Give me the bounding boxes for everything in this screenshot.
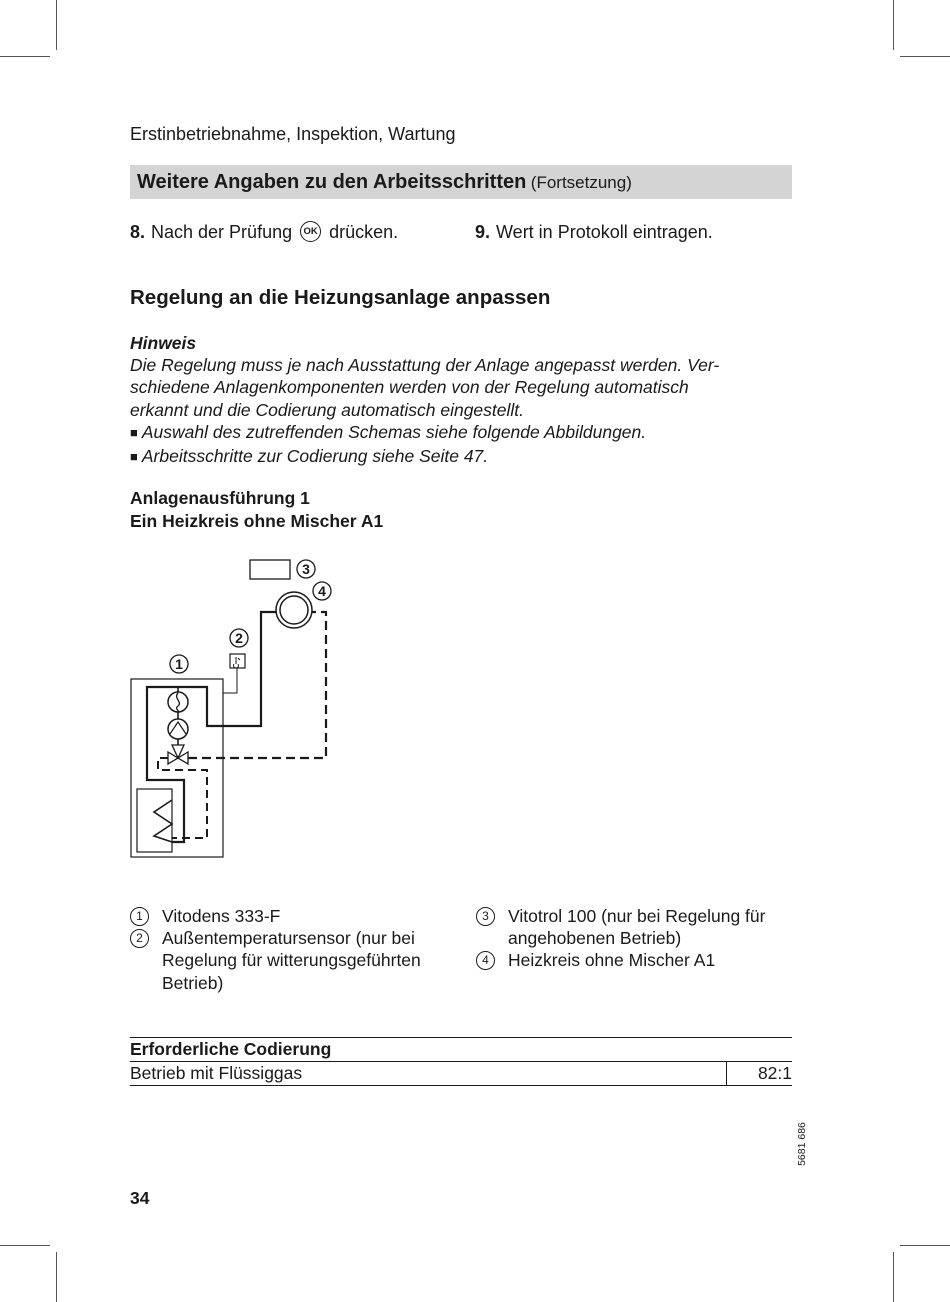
legend-item (130, 927, 460, 994)
return-line (188, 612, 326, 758)
crop-mark (56, 1252, 57, 1302)
crop-mark (56, 0, 57, 50)
section-suffix: (Fortsetzung) (530, 173, 632, 192)
crop-mark (900, 56, 950, 57)
coding-label: Betrieb mit Flüssiggas (130, 1062, 727, 1085)
legend-marker: 1 (130, 907, 149, 926)
flow-line (147, 612, 276, 842)
legend-text: Vitotrol 100 (nur bei Regelung für (508, 906, 766, 926)
step-number: 8. (130, 222, 146, 242)
note-line: Die Regelung muss je nach Ausstattung der Anlage angepasst werden. Ver- (130, 355, 720, 376)
step-9 (475, 222, 713, 243)
legend-right (476, 905, 796, 972)
coding-table-header: Erforderliche Codierung (130, 1037, 792, 1062)
legend-text: Außentemperatursensor (nur bei (162, 928, 415, 949)
callout-3: 3 (302, 561, 310, 577)
step-text: drücken. (329, 222, 399, 242)
table-row (130, 1062, 792, 1086)
crop-mark (0, 56, 50, 57)
note-line: schiedene Anlagenkomponenten werden von der Regelung automatisch (130, 377, 689, 398)
legend-item (476, 905, 796, 949)
legend-text: Vitodens 333-F (162, 906, 281, 926)
subheading: Regelung an die Heizungsanlage anpassen (130, 286, 551, 309)
callout-1: 1 (175, 656, 183, 672)
legend-text: angehobenen Betrieb) (508, 928, 682, 949)
outdoor-sensor-icon (230, 654, 245, 668)
legend-item (476, 949, 796, 971)
callout-2: 2 (235, 630, 243, 646)
note-bullet: ■ Arbeitsschritte zur Codierung siehe Seite 47. (130, 446, 489, 467)
tank-coil (154, 800, 172, 842)
system-schematic (125, 552, 345, 864)
crop-mark (893, 0, 894, 50)
heating-circuit-icon (276, 592, 312, 628)
bullet-square-icon: ■ (130, 424, 138, 440)
page-number: 34 (130, 1188, 150, 1208)
document-number: 5681 686 (796, 1122, 808, 1166)
running-title: Erstinbetriebnahme, Inspektion, Wartung (130, 124, 456, 144)
step-8 (130, 222, 398, 244)
note-bullet: ■ Auswahl des zutreffenden Schemas siehe folgende Abbildungen. (130, 421, 647, 442)
legend-text: Heizkreis ohne Mischer A1 (508, 950, 716, 971)
step-text: Nach der Prüfung (151, 222, 293, 242)
step-number: 9. (475, 222, 491, 242)
crop-mark (0, 1245, 50, 1246)
note-title: Hinweis (130, 333, 197, 353)
coding-table (130, 1037, 792, 1086)
heat-exchanger-icon (168, 692, 188, 712)
note-block (130, 332, 780, 469)
crop-mark (900, 1245, 950, 1246)
section-title: Weitere Angaben zu den Arbeitsschritten (137, 171, 527, 193)
installation-title: Anlagenausführung 1 (130, 488, 310, 508)
note-line: erkannt und die Codierung automatisch eingestellt. (130, 399, 524, 420)
remote-control-icon (250, 560, 290, 579)
installation-heading (130, 487, 383, 533)
ok-button-icon: OK (300, 221, 321, 242)
section-banner (130, 165, 792, 199)
crop-mark (893, 1252, 894, 1302)
bullet-square-icon: ■ (130, 449, 138, 465)
legend-text: Regelung für witterungsgeführten (162, 950, 421, 971)
installation-subtitle: Ein Heizkreis ohne Mischer A1 (130, 511, 384, 531)
return-line-tank (158, 758, 207, 838)
callout-4: 4 (318, 583, 326, 599)
step-text: Wert in Protokoll eintragen. (496, 222, 713, 242)
legend-text: Betrieb) (162, 972, 224, 993)
legend-left (130, 905, 460, 994)
coding-value: 82:1 (757, 1063, 792, 1083)
legend-marker: 3 (476, 907, 495, 926)
legend-item (130, 905, 460, 927)
legend-marker: 2 (130, 929, 149, 948)
legend-marker: 4 (476, 951, 495, 970)
